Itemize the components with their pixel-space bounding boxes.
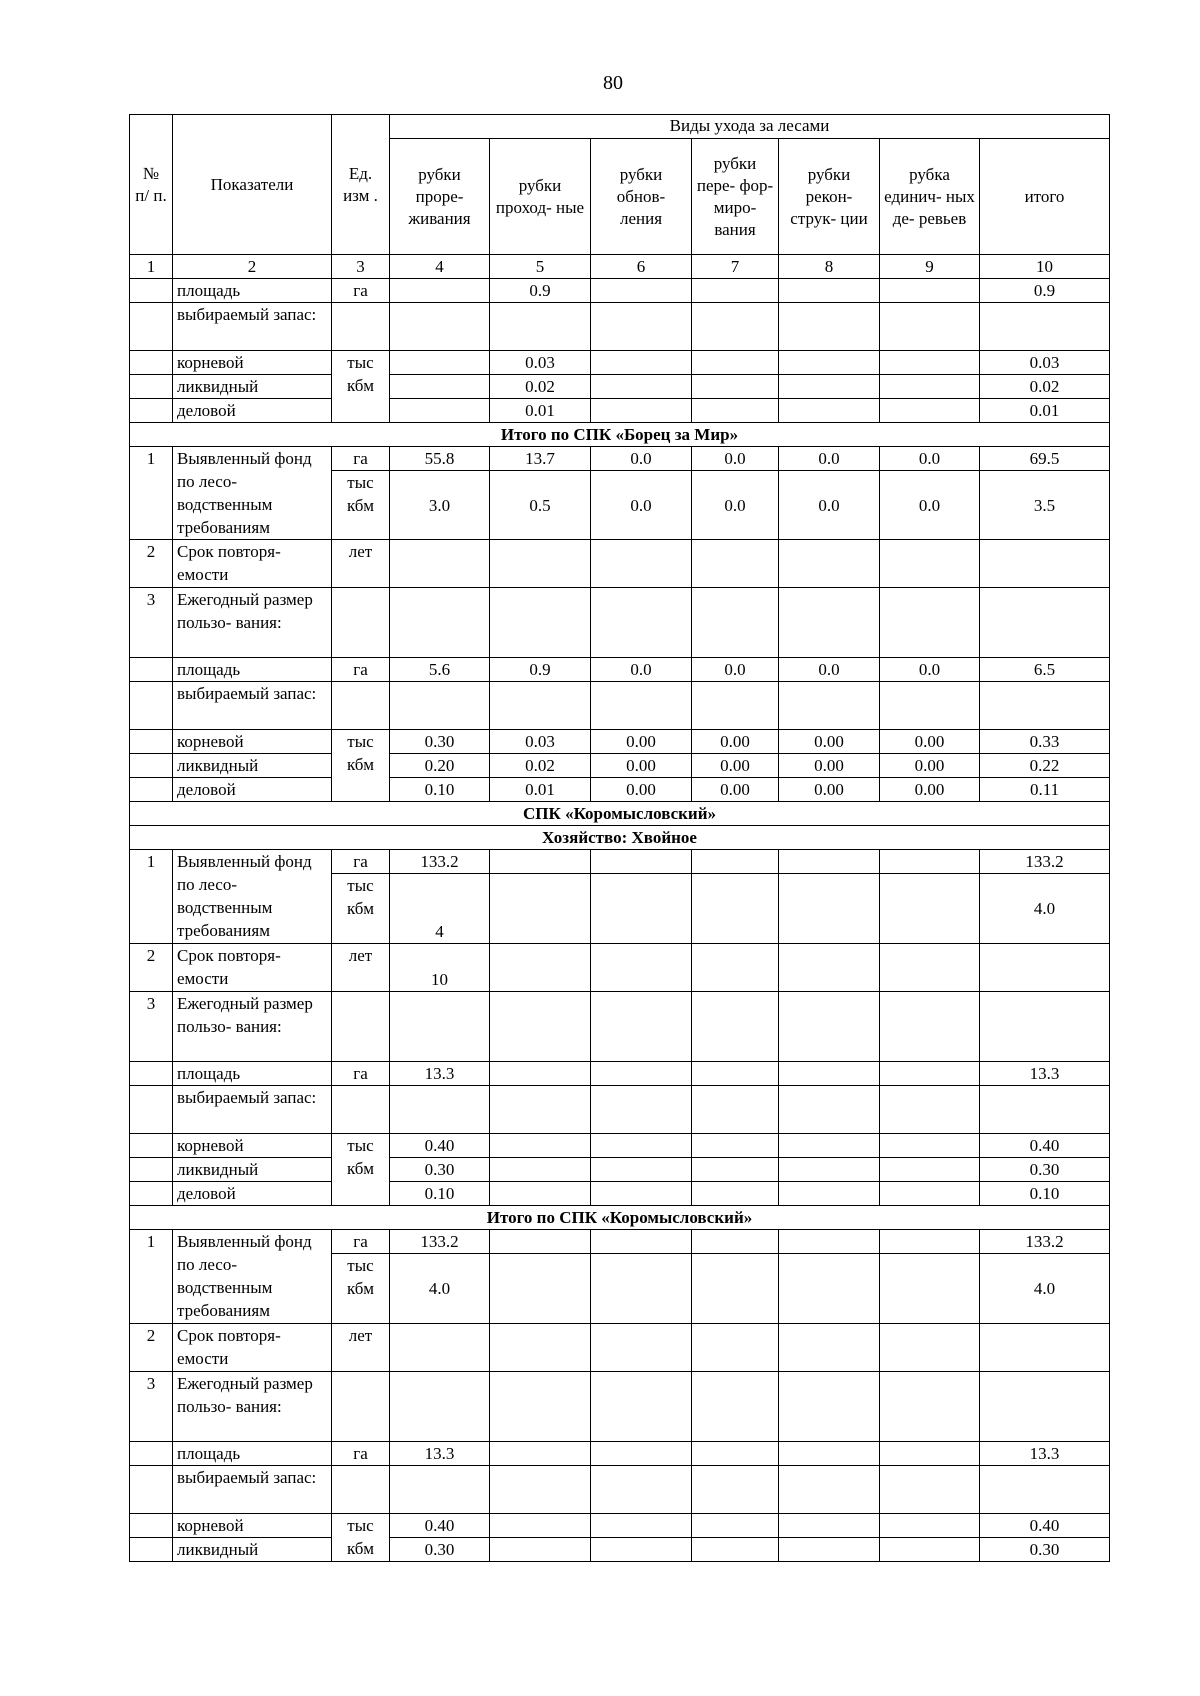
total-cell: 0.02: [980, 375, 1110, 399]
total-cell: 6.5: [980, 658, 1110, 682]
table-row: [130, 850, 1110, 874]
section-title: Итого по СПК «Борец за Мир»: [130, 423, 1110, 447]
table-row: [130, 399, 1110, 423]
table-row: [130, 588, 1110, 658]
value-cell: 0.0: [880, 658, 980, 682]
table-row: [130, 1324, 1110, 1372]
table-row: [130, 279, 1110, 303]
row-label-annual: Ежегодный размер пользо- вания:: [173, 1372, 332, 1442]
row-label-fund: Выявленный фонд по лесо- водственным требованиям: [173, 447, 332, 540]
value-cell: 0.01: [490, 399, 591, 423]
value-cell: 0.02: [490, 754, 591, 778]
table-row: [130, 375, 1110, 399]
header-col-indicator: Показатели: [173, 115, 332, 255]
value-cell: 0.20: [390, 754, 490, 778]
header-group-title: Виды ухода за лесами: [390, 115, 1110, 139]
unit-cell: тыс кбм: [332, 351, 390, 423]
row-label-area: площадь: [173, 658, 332, 682]
table-row: [130, 1182, 1110, 1206]
header-col-num: № п/ п.: [130, 115, 173, 255]
header-number: 7: [692, 255, 779, 279]
row-number: 2: [130, 944, 173, 992]
row-label-liquid: ликвидный: [173, 1538, 332, 1562]
row-label-stock: выбираемый запас:: [173, 303, 332, 351]
header-type-thinning: рубки проре- живания: [390, 139, 490, 255]
row-label-annual: Ежегодный размер пользо- вания:: [173, 588, 332, 658]
header-type-total: итого: [980, 139, 1110, 255]
total-cell: 0.03: [980, 351, 1110, 375]
value-cell: 0.30: [390, 730, 490, 754]
value-cell: 10: [390, 944, 490, 992]
table-row: [130, 1062, 1110, 1086]
value-cell: 0.10: [390, 778, 490, 802]
header-type-reforming: рубки пере- фор- миро- вания: [692, 139, 779, 255]
header-type-single-tree: рубка единич- ных де- ревьев: [880, 139, 980, 255]
unit-cell: га: [332, 447, 390, 471]
value-cell: 0.9: [490, 279, 591, 303]
section-title: Итого по СПК «Коромысловский»: [130, 1206, 1110, 1230]
row-label-liquid: ликвидный: [173, 375, 332, 399]
header-col-unit: Ед. изм .: [332, 115, 390, 255]
row-label-annual: Ежегодный размер пользо- вания:: [173, 992, 332, 1062]
total-cell: 0.30: [980, 1538, 1110, 1562]
row-label-root: корневой: [173, 1134, 332, 1158]
header-number: 2: [173, 255, 332, 279]
unit-cell: тыс кбм: [332, 874, 390, 944]
value-cell: 0.00: [692, 778, 779, 802]
row-number: 3: [130, 1372, 173, 1442]
value-cell: 5.6: [390, 658, 490, 682]
total-cell: 13.3: [980, 1062, 1110, 1086]
total-cell: 4.0: [980, 1254, 1110, 1324]
section-row: [130, 802, 1110, 826]
header-number: 1: [130, 255, 173, 279]
value-cell: 13.3: [390, 1062, 490, 1086]
total-cell: 0.40: [980, 1514, 1110, 1538]
row-number: 1: [130, 850, 173, 944]
row-label-stock: выбираемый запас:: [173, 1086, 332, 1134]
table-row: [130, 1086, 1110, 1134]
unit-cell: тыс кбм: [332, 1254, 390, 1324]
unit-cell: лет: [332, 540, 390, 588]
value-cell: 0.00: [779, 754, 880, 778]
value-cell: 0.40: [390, 1134, 490, 1158]
value-cell: 0.00: [880, 730, 980, 754]
table-row: [130, 1442, 1110, 1466]
value-cell: 0.0: [692, 658, 779, 682]
row-label-liquid: ликвидный: [173, 754, 332, 778]
header-type-renewal: рубки обнов- ления: [591, 139, 692, 255]
value-cell: 0.0: [880, 471, 980, 540]
section-row: [130, 826, 1110, 850]
row-number: 1: [130, 447, 173, 540]
row-number: 3: [130, 992, 173, 1062]
value-cell: 0.40: [390, 1514, 490, 1538]
row-number: 3: [130, 588, 173, 658]
value-cell: 0.9: [490, 658, 591, 682]
row-label-stock: выбираемый запас:: [173, 1466, 332, 1514]
value-cell: 0.00: [692, 754, 779, 778]
table-row: [130, 730, 1110, 754]
value-cell: 0.10: [390, 1182, 490, 1206]
header-number: 10: [980, 255, 1110, 279]
table-row: [130, 303, 1110, 351]
value-cell: 0.01: [490, 778, 591, 802]
total-cell: 4.0: [980, 874, 1110, 944]
row-label-term: Срок повторя- емости: [173, 944, 332, 992]
unit-cell: га: [332, 279, 390, 303]
value-cell: 0.00: [880, 778, 980, 802]
value-cell: 0.00: [591, 730, 692, 754]
row-number: 2: [130, 540, 173, 588]
header-number: 3: [332, 255, 390, 279]
row-label-term: Срок повторя- емости: [173, 540, 332, 588]
value-cell: 4: [390, 874, 490, 944]
table-row: [130, 1466, 1110, 1514]
value-cell: 0.0: [692, 447, 779, 471]
value-cell: 0.0: [880, 447, 980, 471]
value-cell: 0.0: [779, 471, 880, 540]
value-cell: 0.02: [490, 375, 591, 399]
total-cell: 0.30: [980, 1158, 1110, 1182]
total-cell: 13.3: [980, 1442, 1110, 1466]
header-row-top: [130, 115, 1110, 139]
total-cell: 133.2: [980, 850, 1110, 874]
table-row: [130, 1134, 1110, 1158]
value-cell: 0.00: [779, 730, 880, 754]
row-label-business: деловой: [173, 1182, 332, 1206]
table-row: [130, 754, 1110, 778]
value-cell: 0.5: [490, 471, 591, 540]
unit-cell: га: [332, 1442, 390, 1466]
section-row: [130, 423, 1110, 447]
total-cell: 133.2: [980, 1230, 1110, 1254]
value-cell: 0.03: [490, 351, 591, 375]
unit-cell: тыс кбм: [332, 471, 390, 540]
section-subtitle: Хозяйство: Хвойное: [130, 826, 1110, 850]
value-cell: 133.2: [390, 850, 490, 874]
unit-cell: лет: [332, 944, 390, 992]
unit-cell: га: [332, 1062, 390, 1086]
value-cell: 0.0: [692, 471, 779, 540]
value-cell: 133.2: [390, 1230, 490, 1254]
table-row: [130, 682, 1110, 730]
forest-care-table: [129, 114, 1110, 1562]
row-label-root: корневой: [173, 351, 332, 375]
total-cell: 0.22: [980, 754, 1110, 778]
value-cell: 0.03: [490, 730, 591, 754]
section-title: СПК «Коромысловский»: [130, 802, 1110, 826]
value-cell: 0.0: [591, 658, 692, 682]
header-number: 6: [591, 255, 692, 279]
total-cell: 0.9: [980, 279, 1110, 303]
value-cell: 13.3: [390, 1442, 490, 1466]
value-cell: 0.0: [779, 447, 880, 471]
unit-cell: лет: [332, 1324, 390, 1372]
table-row: [130, 1230, 1110, 1254]
value-cell: 55.8: [390, 447, 490, 471]
total-cell: 0.33: [980, 730, 1110, 754]
value-cell: 0.0: [591, 471, 692, 540]
total-cell: 69.5: [980, 447, 1110, 471]
value-cell: 4.0: [390, 1254, 490, 1324]
value-cell: 0.30: [390, 1158, 490, 1182]
table-row: [130, 1514, 1110, 1538]
table-row: [130, 1372, 1110, 1442]
row-label-root: корневой: [173, 730, 332, 754]
value-cell: 0.00: [692, 730, 779, 754]
total-cell: 0.11: [980, 778, 1110, 802]
header-type-passage: рубки проход- ные: [490, 139, 591, 255]
row-label-business: деловой: [173, 399, 332, 423]
table-row: [130, 1538, 1110, 1562]
value-cell: 3.0: [390, 471, 490, 540]
total-cell: 0.10: [980, 1182, 1110, 1206]
row-label-liquid: ликвидный: [173, 1158, 332, 1182]
unit-cell: тыс кбм: [332, 1134, 390, 1206]
value-cell: 0.30: [390, 1538, 490, 1562]
unit-cell: га: [332, 1230, 390, 1254]
value-cell: 0.00: [779, 778, 880, 802]
row-label-business: деловой: [173, 778, 332, 802]
table-row: [130, 658, 1110, 682]
row-label-area: площадь: [173, 279, 332, 303]
row-label-area: площадь: [173, 1442, 332, 1466]
header-type-reconstruction: рубки рекон- струк- ции: [779, 139, 880, 255]
row-number: 2: [130, 1324, 173, 1372]
unit-cell: га: [332, 850, 390, 874]
row-label-area: площадь: [173, 1062, 332, 1086]
value-cell: 0.0: [591, 447, 692, 471]
value-cell: 0.00: [591, 754, 692, 778]
row-label-fund: Выявленный фонд по лесо- водственным требованиям: [173, 1230, 332, 1324]
header-number: 4: [390, 255, 490, 279]
unit-cell: тыс кбм: [332, 1514, 390, 1562]
value-cell: 0.00: [880, 754, 980, 778]
total-cell: 3.5: [980, 471, 1110, 540]
unit-cell: тыс кбм: [332, 730, 390, 802]
row-label-stock: выбираемый запас:: [173, 682, 332, 730]
row-label-fund: Выявленный фонд по лесо- водственным требованиям: [173, 850, 332, 944]
table-row: [130, 944, 1110, 992]
table-row: [130, 1158, 1110, 1182]
row-label-root: корневой: [173, 1514, 332, 1538]
total-cell: 0.01: [980, 399, 1110, 423]
value-cell: 0.0: [779, 658, 880, 682]
table-row: [130, 992, 1110, 1062]
row-label-term: Срок повторя- емости: [173, 1324, 332, 1372]
header-number: 9: [880, 255, 980, 279]
value-cell: 0.00: [591, 778, 692, 802]
table-row: [130, 351, 1110, 375]
table-row: [130, 778, 1110, 802]
section-row: [130, 1206, 1110, 1230]
total-cell: 0.40: [980, 1134, 1110, 1158]
unit-cell: га: [332, 658, 390, 682]
value-cell: 13.7: [490, 447, 591, 471]
table-row: [130, 447, 1110, 471]
header-number: 8: [779, 255, 880, 279]
header-number: 5: [490, 255, 591, 279]
row-number: 1: [130, 1230, 173, 1324]
table-row: [130, 540, 1110, 588]
page-number: 80: [603, 72, 623, 94]
header-numbers-row: [130, 255, 1110, 279]
